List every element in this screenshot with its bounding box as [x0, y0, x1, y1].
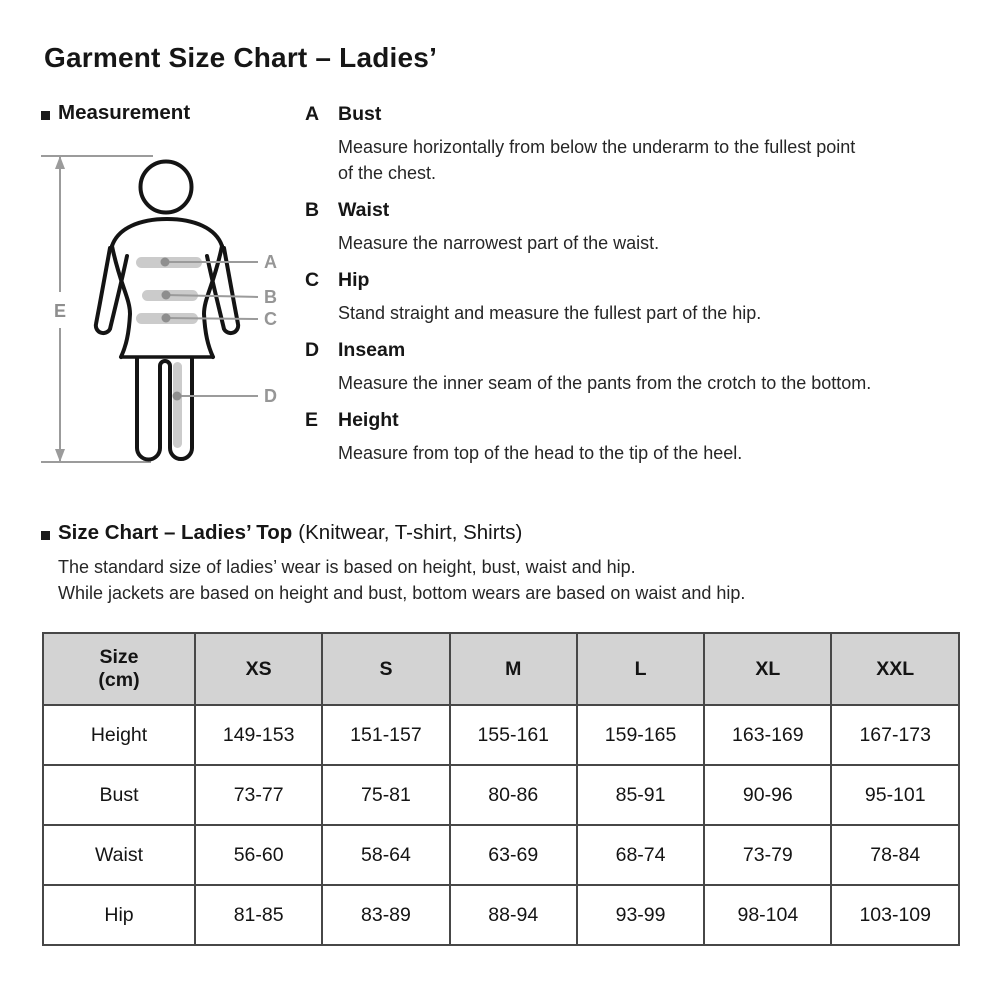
measurement-section-heading: Measurement: [58, 101, 191, 124]
size-cell: 83-89: [322, 885, 449, 945]
size-chart-table: [42, 632, 960, 946]
figure-head: [141, 162, 192, 213]
measurement-item-bust: [305, 103, 985, 186]
size-cell: 73-79: [704, 825, 831, 885]
body-measurement-diagram: [30, 140, 300, 480]
measurement-item-waist: [305, 199, 985, 257]
item-description: Measure the narrowest part of the waist.: [338, 233, 660, 253]
size-cell: 151-157: [322, 705, 449, 765]
measurement-item-height: [305, 409, 985, 467]
size-cell: 81-85: [195, 885, 322, 945]
col-header-xl: XL: [704, 633, 831, 705]
size-cell: 85-91: [577, 765, 704, 825]
item-description: Stand straight and measure the fullest part of the hip.: [338, 303, 762, 323]
size-chart-heading-bold: Size Chart – Ladies’ Top: [58, 521, 293, 544]
square-bullet-icon: [41, 531, 50, 540]
female-figure-outline: [96, 162, 238, 460]
size-cell: 167-173: [831, 705, 959, 765]
diagram-label-c: C: [264, 309, 277, 329]
size-cell: 98-104: [704, 885, 831, 945]
col-header-s: S: [322, 633, 449, 705]
col-header-m: M: [450, 633, 577, 705]
size-cell: 149-153: [195, 705, 322, 765]
col-header-xs: XS: [195, 633, 322, 705]
size-cell: 155-161: [450, 705, 577, 765]
row-label: Waist: [43, 825, 195, 885]
item-term: Waist: [338, 199, 390, 221]
size-cell: 75-81: [322, 765, 449, 825]
item-description: Measure from top of the head to the tip of the heel.: [338, 443, 743, 463]
diagram-label-d: D: [264, 386, 277, 406]
size-cell: 88-94: [450, 885, 577, 945]
square-bullet-icon: [41, 111, 50, 120]
diagram-label-a: A: [264, 252, 277, 272]
item-letter: E: [305, 409, 319, 431]
item-term: Height: [338, 409, 399, 431]
table-row-bust: [43, 765, 959, 825]
item-letter: C: [305, 269, 320, 291]
table-header-row: [43, 633, 959, 705]
size-cell: 159-165: [577, 705, 704, 765]
diagram-label-e: E: [53, 301, 67, 321]
table-row-hip: [43, 885, 959, 945]
size-cell: 90-96: [704, 765, 831, 825]
note-line: While jackets are based on height and bust, bottom wears are based on waist and hip.: [58, 582, 746, 603]
size-cell: 103-109: [831, 885, 959, 945]
table-row-waist: [43, 825, 959, 885]
col-header-l: L: [577, 633, 704, 705]
row-label: Bust: [43, 765, 195, 825]
table-row-height: [43, 705, 959, 765]
item-description: Measure the inner seam of the pants from the crotch to the bottom.: [338, 373, 872, 393]
item-letter: B: [305, 199, 320, 221]
item-letter: A: [305, 103, 320, 125]
item-description: Measure horizontally from below the underarm to the fullest point of the chest.: [338, 137, 856, 183]
size-cell: 56-60: [195, 825, 322, 885]
arrow-up-icon: [55, 156, 65, 169]
size-chart-section-heading: [58, 521, 522, 545]
diagram-label-b: B: [264, 287, 277, 307]
size-cell: 80-86: [450, 765, 577, 825]
size-cell: 73-77: [195, 765, 322, 825]
item-letter: D: [305, 339, 320, 361]
size-cell: 95-101: [831, 765, 959, 825]
size-cell: 163-169: [704, 705, 831, 765]
size-cell: 93-99: [577, 885, 704, 945]
row-label: Height: [43, 705, 195, 765]
col-header-xxl: XXL: [831, 633, 959, 705]
row-label: Hip: [43, 885, 195, 945]
size-cell: 58-64: [322, 825, 449, 885]
measurement-item-inseam: [305, 339, 985, 397]
note-line: The standard size of ladies’ wear is based on height, bust, waist and hip.: [58, 557, 636, 577]
size-cell: 78-84: [831, 825, 959, 885]
figure-right-arm: [207, 248, 238, 333]
diagram-letters: [264, 252, 277, 406]
col-header-size-cm: Size (cm): [43, 633, 195, 705]
measurement-item-hip: [305, 269, 985, 327]
item-term: Bust: [338, 103, 382, 125]
size-cell: 63-69: [450, 825, 577, 885]
item-term: Inseam: [338, 339, 406, 361]
figure-left-arm: [96, 248, 127, 333]
page-title: Garment Size Chart – Ladies’: [44, 42, 438, 73]
arrow-down-icon: [55, 449, 65, 462]
size-chart-notes: [58, 555, 745, 607]
size-chart-heading-note: (Knitwear, T-shirt, Shirts): [298, 521, 523, 544]
item-term: Hip: [338, 269, 370, 291]
size-cell: 68-74: [577, 825, 704, 885]
inseam-bar: [173, 362, 182, 448]
